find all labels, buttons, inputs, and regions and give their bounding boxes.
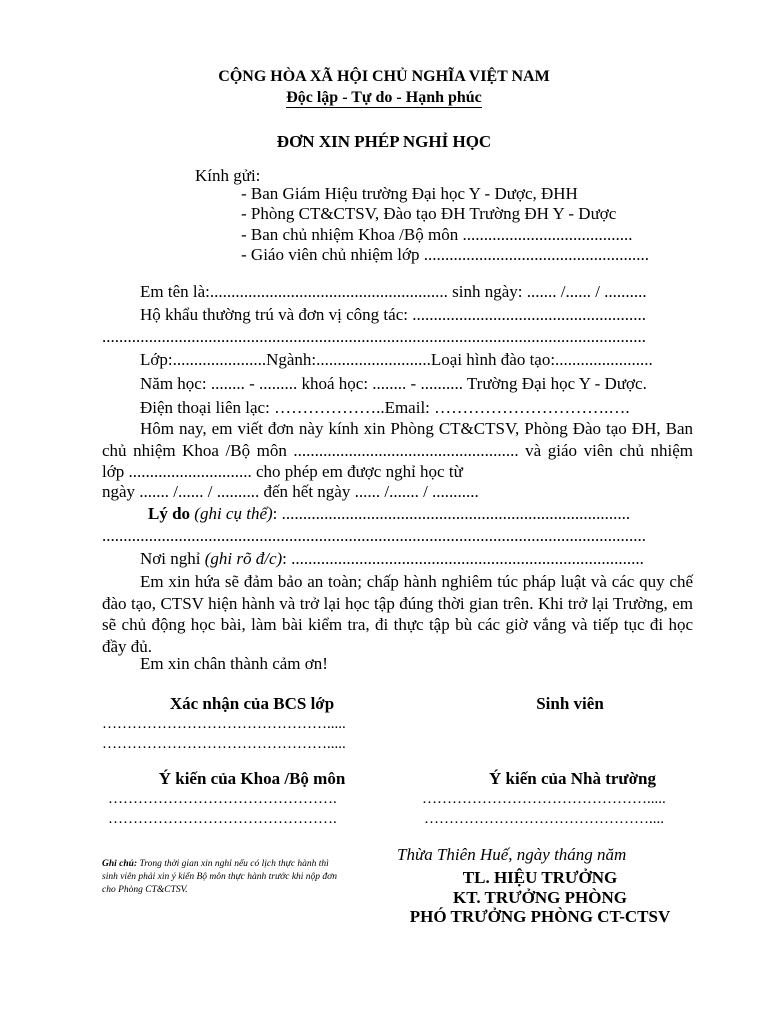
closing-title-3: PHÓ TRƯỞNG PHÒNG CT-CTSV xyxy=(409,907,671,926)
recipients-label: Kính gửi: xyxy=(195,166,261,185)
place-hint: (ghi rõ đ/c) xyxy=(204,549,283,568)
address-continuation: ................................................................................................................................ xyxy=(102,327,646,346)
contact-field: Điện thoại liên lạc: ………………..Email: ………………………….…. xyxy=(140,398,630,417)
closing-title-1: TL. HIỆU TRƯỞNG xyxy=(462,868,618,887)
academic-year-field: Năm học: ........ - ......... khoá học: ........ - .......... Trường Đại học Y - Dược. xyxy=(140,374,647,393)
faculty-opinion-line: ………………………………………. xyxy=(108,791,337,807)
place-dots: : ................................................................................... xyxy=(282,549,644,568)
school-opinion-line: ………………………………………..... xyxy=(422,791,666,807)
nation-title: CỘNG HÒA XÃ HỘI CHỦ NGHĨA VIỆT NAM xyxy=(218,68,550,85)
reason-label: Lý do xyxy=(148,504,191,523)
school-opinion-heading: Ý kiến của Nhà trường xyxy=(489,769,656,788)
reason-field xyxy=(148,504,630,524)
closing-title-2: KT. TRƯỞNG PHÒNG xyxy=(453,888,627,907)
class-confirm-line: ………………………………………..... xyxy=(102,736,346,752)
place-field xyxy=(140,549,644,569)
recipient-item: - Ban Giám Hiệu trường Đại học Y - Dược, ĐHH xyxy=(241,184,578,203)
name-field: Em tên là:........................................................ sinh ngày: ....... /...... / .......... xyxy=(140,282,647,301)
reason-dots: : .................................................................................. xyxy=(272,504,631,523)
motto-wrap xyxy=(0,89,768,107)
promise-text: Em xin hứa sẽ đảm bảo an toàn; chấp hành nghiêm túc pháp luật và các quy chế đào tạo, CTSV hiện hành và trở lại học tập đúng thời gian trên. Khi trở lại Trường, em sẽ chủ động học bài, làm bài kiểm tra, đi thực tập bù các giờ vắng và tiếp tục đi học đầy đủ. xyxy=(102,572,693,656)
footnote-label: Ghi chú: xyxy=(102,859,138,869)
class-major-field: Lớp:......................Ngành:...........................Loại hình đào tạo:....................... xyxy=(140,350,653,369)
motto: Độc lập - Tự do - Hạnh phúc xyxy=(286,89,482,106)
request-paragraph xyxy=(102,418,693,483)
footnote xyxy=(102,858,342,897)
thanks-text: Em xin chân thành cảm ơn! xyxy=(140,654,328,673)
footnote-text: Trong thời gian xin nghỉ nếu có lịch thực hành thì sinh viên phải xin ý kiến Bộ môn thực hành trước khi nộp đơn cho Phòng CT&CTSV. xyxy=(102,859,337,895)
faculty-opinion-line: ………………………………………. xyxy=(108,811,337,827)
recipient-item: - Ban chủ nhiệm Khoa /Bộ môn ........................................ xyxy=(241,225,633,244)
place-date-line: Thừa Thiên Huế, ngày tháng năm xyxy=(397,845,627,864)
student-heading: Sinh viên xyxy=(536,694,604,713)
school-opinion-line: ……………………………………….... xyxy=(424,811,664,827)
faculty-opinion-heading: Ý kiến của Khoa /Bộ môn xyxy=(158,769,346,788)
address-field: Hộ khẩu thường trú và đơn vị công tác: ....................................................... xyxy=(140,305,646,324)
form-title: ĐƠN XIN PHÉP NGHỈ HỌC xyxy=(276,132,492,151)
request-text: Hôm nay, em viết đơn này kính xin Phòng CT&CTSV, Phòng Đào tạo ĐH, Ban chủ nhiệm Khoa /Bộ môn ..................................................... và giáo viên chủ nhiệm lớp ............................. cho phép em được nghỉ học từ xyxy=(102,419,693,481)
class-confirm-heading: Xác nhận của BCS lớp xyxy=(169,694,335,713)
reason-continuation: ................................................................................................................................ xyxy=(102,526,646,545)
class-confirm-line: ………………………………………..... xyxy=(102,716,346,732)
recipient-item: - Phòng CT&CTSV, Đào tạo ĐH Trường ĐH Y - Dược xyxy=(241,204,617,223)
reason-hint: (ghi cụ thể) xyxy=(194,504,273,523)
request-date-range: ngày ....... /...... / .......... đến hết ngày ...... /....... / ........... xyxy=(102,482,479,501)
promise-paragraph xyxy=(102,571,693,657)
place-label: Nơi nghỉ xyxy=(140,549,205,568)
recipient-item: - Giáo viên chủ nhiệm lớp ..................................................... xyxy=(241,245,649,264)
